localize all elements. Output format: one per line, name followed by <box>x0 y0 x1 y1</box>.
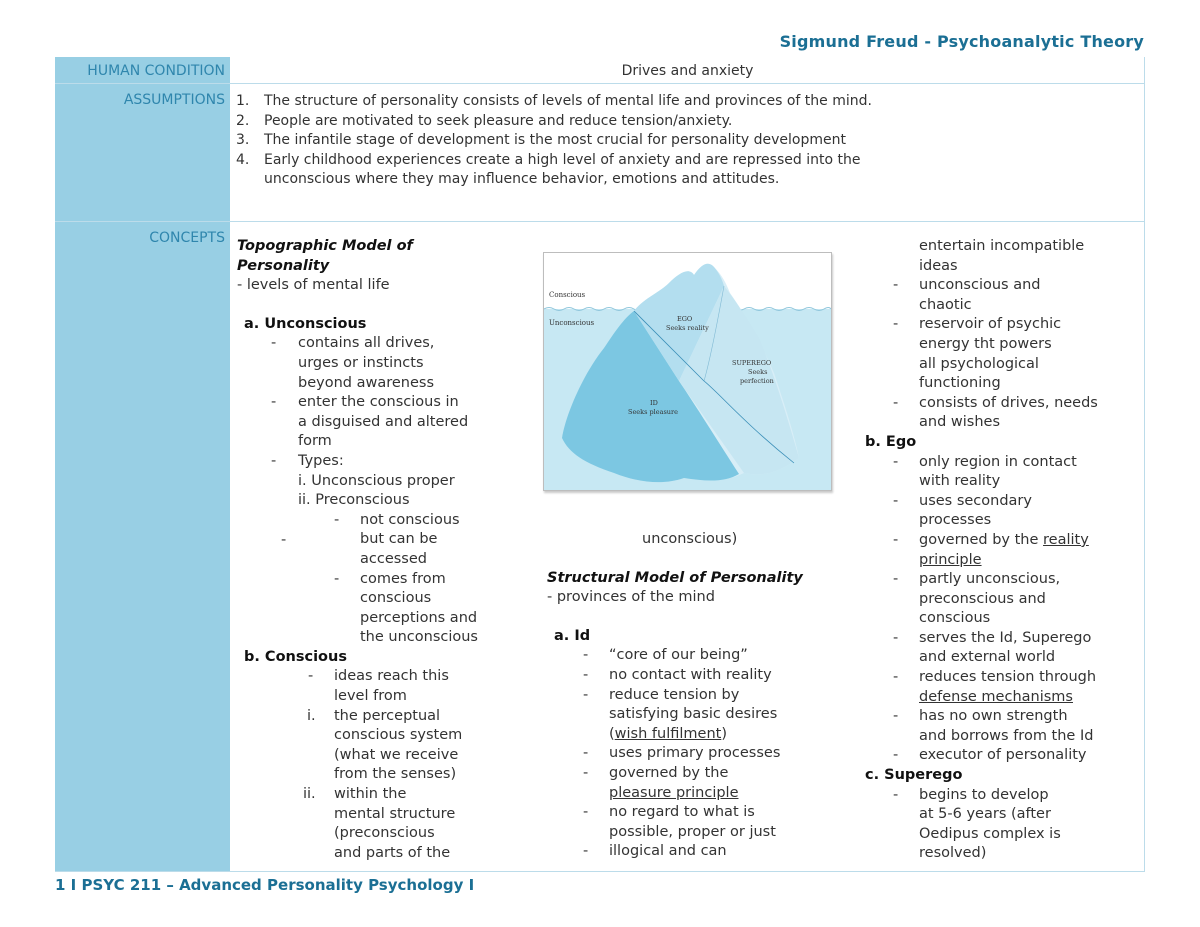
bullet-text: and external world <box>919 649 1056 666</box>
bullet-dash: - <box>583 764 589 781</box>
human-condition-value: Drives and anxiety <box>621 63 754 79</box>
continued-text: ideas <box>919 257 958 274</box>
bullet-dash: - <box>893 629 899 646</box>
bullet-text: functioning <box>919 375 1001 392</box>
bullet-text: uses secondary <box>919 492 1032 509</box>
subsection-heading: c. Superego <box>865 767 963 784</box>
bullet-dash: - <box>893 492 899 509</box>
row-divider-left <box>55 221 230 222</box>
page-footer: 1 I PSYC 211 – Advanced Personality Psychology I <box>55 876 475 894</box>
roman-item: i. Unconscious proper <box>298 472 455 489</box>
list-number: 2. <box>236 112 250 129</box>
list-item <box>233 112 1133 132</box>
bullet-text: form <box>298 433 332 450</box>
bullet-dash: - <box>583 843 589 860</box>
bullet-text: possible, proper or just <box>609 823 776 840</box>
bullet-dash: - <box>271 394 277 411</box>
iceberg-label-ego-sub: Seeks reality <box>666 324 709 332</box>
bullet-text: level from <box>334 688 407 705</box>
term-underlined: wish fulfilment <box>614 725 722 742</box>
bullet-text: reduce tension by <box>609 686 740 703</box>
bullet-dash: - <box>308 668 314 685</box>
bullet-text: and borrows from the Id <box>919 727 1094 744</box>
bullet-text: not conscious <box>360 511 460 528</box>
bullet-dash: - <box>583 686 589 703</box>
list-item <box>233 92 1133 112</box>
page-title: Sigmund Freud - Psychoanalytic Theory <box>779 32 1144 51</box>
row-label-assumptions: ASSUMPTIONS <box>123 92 225 108</box>
bullet-text: governed by the <box>919 531 1039 548</box>
bullet-text: perceptions and <box>360 609 478 626</box>
bullet-dash: - <box>334 570 340 587</box>
label-column <box>55 57 230 872</box>
list-number: 1. <box>236 93 250 109</box>
term-underlined: reality <box>1043 531 1089 548</box>
bullet-text: reservoir of psychic <box>919 316 1062 333</box>
bullet-text: Types: <box>298 452 344 469</box>
bullet-text: (preconscious <box>334 825 435 842</box>
row-divider <box>230 221 1145 222</box>
bullet-dash: - <box>334 511 340 528</box>
row-label-concepts: CONCEPTS <box>149 230 225 246</box>
bullet-dash: - <box>583 804 589 821</box>
bullet-text: reduces tension through <box>919 669 1097 686</box>
bullet-text: with reality <box>919 473 1001 490</box>
iceberg-label-id: ID <box>650 399 658 407</box>
bullet-text: chaotic <box>919 296 972 313</box>
bullet-dash: - <box>281 531 287 548</box>
bullet-text: enter the conscious in <box>298 394 459 411</box>
assumption-text: The infantile stage of development is the most crucial for personality development <box>264 132 846 148</box>
bullet-text: but can be <box>360 531 438 548</box>
roman-item: ii. Preconscious <box>298 492 410 509</box>
bullet-text: comes from <box>360 570 446 587</box>
bullet-dash: - <box>893 316 899 333</box>
bullet-dash: - <box>271 335 277 352</box>
iceberg-label-superego-sub: Seeks <box>748 368 768 376</box>
bullet-text: consists of drives, needs <box>919 394 1098 411</box>
bullet-text: and wishes <box>919 414 1000 431</box>
section-title: Topographic Model of <box>237 238 413 254</box>
bullet-dash: - <box>893 571 899 588</box>
bullet-text: partly unconscious, <box>919 571 1061 588</box>
structural-model-column: unconscious) Structural Model of Personality - provinces of the mind a. Id - “core of our being” - no contact with reality - reduce tension by satisfying basic desires (wish fulfilment) - uses primary processes - governed by the pleasure principle - no regard to what is possible, proper or just - illogical and can <box>547 530 847 862</box>
bullet-text: a disguised and altered <box>298 413 469 430</box>
bullet-text: governed by the <box>609 764 729 781</box>
bullet-text: accessed <box>360 550 427 567</box>
row-label-human-condition: HUMAN CONDITION <box>87 63 225 79</box>
bullet-text: all psychological <box>919 355 1039 372</box>
term-underlined: principle <box>919 551 982 568</box>
assumptions-list <box>233 92 1133 190</box>
bullet-dash: - <box>893 531 899 548</box>
bullet-text: conscious <box>360 590 432 607</box>
assumption-text: People are motivated to seek pleasure and reduce tension/anxiety. <box>264 112 733 129</box>
bullet-text: no contact with reality <box>609 666 772 683</box>
row-divider <box>230 83 1145 84</box>
bullet-dash: - <box>583 666 589 683</box>
bullet-dash: - <box>893 708 899 725</box>
topographic-model-column <box>237 237 527 863</box>
bullet-text: “core of our being” <box>609 647 748 664</box>
section-subtitle: - levels of mental life <box>237 277 390 294</box>
subsection-heading: b. Ego <box>865 433 917 450</box>
assumption-text: The structure of personality consists of levels of mental life and provinces of the mind. <box>264 93 872 109</box>
bullet-text: the unconscious <box>360 629 478 646</box>
iceberg-diagram <box>543 252 832 491</box>
bullet-text: beyond awareness <box>298 374 434 391</box>
list-number: 3. <box>236 132 250 148</box>
bullet-text: satisfying basic desires <box>609 706 778 723</box>
bullet-text: resolved) <box>919 845 987 862</box>
bullet-text: only region in contact <box>919 453 1077 470</box>
section-title: Personality <box>237 257 330 274</box>
term-underlined: pleasure principle <box>609 784 739 801</box>
bullet-text: energy tht powers <box>919 335 1052 352</box>
section-subtitle: - provinces of the mind <box>547 589 715 606</box>
bullet-text: uses primary processes <box>609 745 781 762</box>
iceberg-label-unconscious: Unconscious <box>549 319 595 327</box>
row-divider-left <box>55 83 230 84</box>
bullet-dash: - <box>893 669 899 686</box>
bullet-text: preconscious and <box>919 590 1046 607</box>
bullet-text: no regard to what is <box>609 804 755 821</box>
bullet-text: ideas reach this <box>334 668 449 685</box>
iceberg-label-superego: SUPEREGO <box>732 359 772 367</box>
bullet-text: executor of personality <box>919 747 1087 764</box>
bullet-text: and parts of the <box>334 844 451 861</box>
bullet-text: at 5-6 years (after <box>919 806 1051 823</box>
iceberg-label-superego-sub: perfection <box>740 377 774 385</box>
iceberg-label-ego: EGO <box>677 315 693 323</box>
bullet-text: (what we receive <box>334 746 459 763</box>
bullet-text: unconscious and <box>919 277 1041 294</box>
list-item <box>233 151 1133 190</box>
roman-numeral: ii. <box>303 786 316 803</box>
bullet-dash: - <box>583 745 589 762</box>
section-title: Structural Model of Personality <box>547 569 803 586</box>
subsection-heading: a. Id <box>554 627 591 644</box>
iceberg-label-conscious: Conscious <box>549 291 586 299</box>
bullet-text: the perceptual <box>334 707 441 724</box>
subsection-heading: b. Conscious <box>244 648 347 665</box>
continued-text: unconscious) <box>642 531 738 547</box>
subsection-heading: a. Unconscious <box>244 315 367 332</box>
assumption-text: Early childhood experiences create a high level of anxiety and are repressed into the <box>264 151 861 168</box>
bullet-dash: - <box>271 452 277 469</box>
bullet-text: processes <box>919 512 992 529</box>
bullet-text: conscious <box>919 610 991 627</box>
list-item <box>233 131 1133 151</box>
term-underlined: defense mechanisms <box>919 688 1073 705</box>
bullet-dash: - <box>893 453 899 470</box>
continued-text: entertain incompatible <box>919 238 1085 254</box>
assumption-text: unconscious where they may influence behavior, emotions and attitudes. <box>264 171 780 187</box>
bullet-text: illogical and can <box>609 843 727 860</box>
bullet-text: has no own strength <box>919 708 1068 725</box>
list-number: 4. <box>236 151 250 168</box>
bullet-dash: - <box>893 394 899 411</box>
bullet-dash: - <box>583 647 589 664</box>
bullet-text: from the senses) <box>334 766 457 783</box>
bullet-dash: - <box>893 747 899 764</box>
bullet-text: serves the Id, Superego <box>919 629 1092 646</box>
bullet-text: within the <box>334 786 407 803</box>
roman-numeral: i. <box>307 707 316 724</box>
bullet-text: urges or instincts <box>298 354 424 371</box>
bullet-text: Oedipus complex is <box>919 825 1061 842</box>
bullet-text: conscious system <box>334 727 463 744</box>
bullet-text: contains all drives, <box>298 335 435 352</box>
bullet-text: mental structure <box>334 805 456 822</box>
bullet-dash: - <box>893 277 899 294</box>
table-border-bottom <box>55 871 1145 872</box>
id-ego-superego-column <box>865 237 1150 864</box>
bullet-text: begins to develop <box>919 786 1049 803</box>
bullet-dash: - <box>893 786 899 803</box>
iceberg-label-id-sub: Seeks pleasure <box>628 408 678 416</box>
